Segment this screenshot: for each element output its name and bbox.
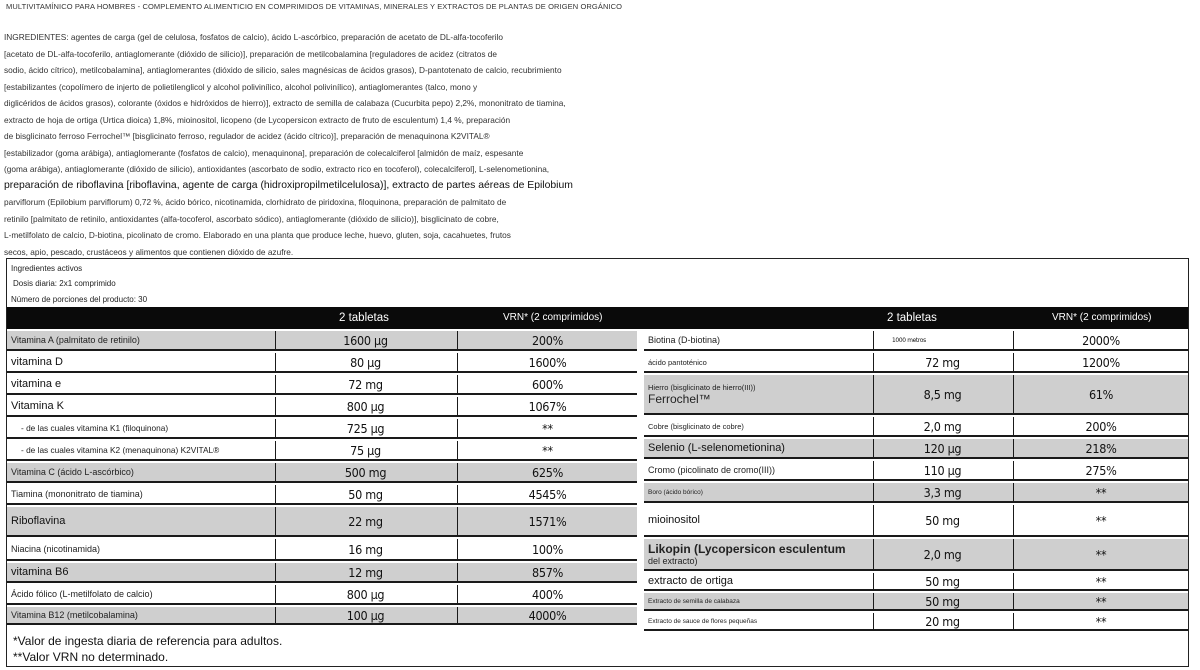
table-row (7, 419, 637, 439)
nutrient-vrn: 100% (457, 539, 637, 559)
table-row (644, 483, 1188, 503)
nutrient-amount: 1000 metros (873, 331, 1011, 349)
product-title: MULTIVITAMÍNICO PARA HOMBRES - COMPLEMENTO ALIMENTICIO EN COMPRIMIDOS DE VITAMINAS, MINERALES Y EXTRACTOS DE PLANTAS DE ORIGEN ORGÁNICO (6, 2, 623, 11)
nutrient-amount: 110 µg (873, 461, 1011, 479)
nutrient-name: vitamina D (11, 356, 63, 368)
table-row (644, 505, 1188, 537)
ingredients-line: (goma arábiga), antiaglomerante (dióxido de silicio), antioxidantes (ascorbato de sodio, extracto rico en tocoferol), colecalciferol], L-selenometionina, (4, 164, 550, 174)
table-row (7, 375, 637, 395)
nutrient-amount: 50 mg (873, 593, 1011, 609)
table-row (644, 375, 1188, 415)
nutrient-name: - de las cuales vitamina K2 (menaquinona) K2VITAL® (21, 445, 220, 455)
panel-heading: Ingredientes activos (11, 264, 83, 273)
nutrient-name: ácido pantoténico (648, 357, 707, 367)
nutrient-amount: 22 mg (275, 507, 455, 535)
nutrient-name: mioinositol (648, 514, 700, 526)
nutrient-amount: 2,0 mg (873, 417, 1011, 435)
nutrient-vrn: ** (457, 419, 637, 437)
table-row (7, 331, 637, 351)
nutrient-name-line1: Hierro (bisglicinato de hierro(III)) (648, 382, 756, 392)
ingredients-line: secos, apio, pescado, crustáceos y alimentos que contienen dióxido de azufre. (4, 246, 294, 257)
nutrient-amount: 72 mg (873, 353, 1011, 371)
nutrient-vrn: 1571% (457, 507, 637, 535)
table-row (7, 607, 637, 625)
nutrient-vrn: 61% (1013, 375, 1188, 413)
table-row (644, 417, 1188, 437)
nutrient-name-line2: Ferrochel™ (648, 391, 711, 406)
nutrient-name: extracto de ortiga (648, 575, 733, 587)
table-row (644, 613, 1188, 631)
nutrient-vrn: 4545% (457, 485, 637, 503)
nutrient-vrn: ** (1013, 505, 1188, 535)
nutrient-vrn: ** (1013, 573, 1188, 589)
nutrient-name: Vitamina K (11, 400, 64, 412)
ingredients-line: retinilo [palmitato de retinilo, antioxidantes (alfa-tocoferol, ascorbato sódico), antiaglomerante (dióxido de silicio)], bisglicinato de cobre, (4, 213, 499, 224)
nutrient-name: - de las cuales vitamina K1 (filoquinona) (21, 423, 169, 433)
nutrient-name-line1: Likopin (Lycopersicon esculentum (648, 542, 846, 556)
table-row (7, 539, 637, 561)
nutrient-amount: 2,0 mg (873, 539, 1011, 569)
table-row (7, 463, 637, 483)
nutrient-amount: 800 µg (275, 397, 455, 415)
nutrient-vrn: 4000% (457, 607, 637, 623)
header-right-vrn: VRN* (2 comprimidos) (1052, 312, 1152, 323)
ingredients-line: [estabilizantes (copolímero de injerto de polietilenglicol y alcohol polivinílico, alcohol polivinílico), antiaglomerantes (talco, mono y (4, 81, 478, 92)
nutrient-amount: 725 µg (275, 419, 455, 437)
nutrient-name: Tiamina (mononitrato de tiamina) (11, 489, 143, 499)
nutrient-amount: 8,5 mg (873, 375, 1011, 413)
table-row (7, 485, 637, 505)
nutrient-amount: 50 mg (873, 505, 1011, 535)
nutrient-vrn: ** (1013, 613, 1188, 629)
table-row (644, 573, 1188, 591)
nutrient-vrn: ** (1013, 593, 1188, 609)
table-row (644, 439, 1188, 459)
table-row (7, 507, 637, 537)
ingredients-line: sodio, ácido cítrico), metilcobalamina], antiaglomerantes (dióxido de silicio, sales magnésicas de ácidos grasos), D-pantotenato de calcio, recubrimiento (4, 65, 562, 75)
nutrient-name: Vitamina C (ácido L-ascórbico) (11, 467, 134, 477)
nutrient-name: Vitamina A (palmitato de retinilo) (11, 335, 140, 345)
ingredients-line: extracto de hoja de ortiga (Urtica dioica) 1,8%, mioinositol, licopeno (de Lycopersicon extracto de fruto de esculentum) 1,4 %, preparación (4, 114, 511, 125)
table-row (7, 353, 637, 373)
ingredients-line: parviflorum (Epilobium parviflorum) 0,72 %, ácido bórico, nicotinamida, clorhidrato de piridoxina, filoquinona, preparación de palmitato de (4, 197, 507, 207)
nutrient-name: Extracto de sauce de flores pequeñas (648, 617, 758, 625)
nutrient-name: vitamina e (11, 378, 62, 390)
table-row (644, 461, 1188, 481)
table-row (644, 331, 1188, 351)
table-row (644, 539, 1188, 571)
ingredients-line: L-metilfolato de calcio, D-biotina, picolinato de cromo. Elaborado en una planta que produce leche, huevo, gluten, soja, cacahuetes, frutos (4, 230, 511, 240)
nutrient-vrn: 857% (457, 563, 637, 581)
nutrient-name: Vitamina B12 (metilcobalamina) (11, 610, 138, 620)
nutrient-amount: 1600 µg (275, 331, 455, 349)
nutrient-name: Cromo (picolinato de cromo(III)) (648, 465, 776, 475)
header-right-amount: 2 tabletas (887, 312, 937, 324)
table-row (7, 441, 637, 461)
nutrient-vrn: 600% (457, 375, 637, 393)
footnote-vrn-undetermined: **Valor VRN no determinado. (13, 650, 169, 664)
nutrient-name: Extracto de semilla de calabaza (648, 597, 740, 605)
table-row (644, 353, 1188, 373)
nutrient-name: Cobre (bisglicinato de cobre) (648, 421, 744, 431)
table-row (644, 593, 1188, 611)
nutrient-amount: 72 mg (275, 375, 455, 393)
nutrient-amount: 800 µg (275, 585, 455, 603)
nutrient-amount: 75 µg (275, 441, 455, 459)
nutrient-vrn: ** (1013, 483, 1188, 501)
nutrient-vrn: 625% (457, 463, 637, 481)
ingredients-block (4, 29, 590, 260)
servings-count: Número de porciones del producto: 30 (11, 295, 148, 304)
nutrient-vrn: ** (457, 441, 637, 459)
nutrient-amount: 80 µg (275, 353, 455, 371)
ingredients-line: preparación de riboflavina [riboflavina, agente de carga (hidroxipropilmetilcelulosa)], extracto de partes aéreas de Epilobium (4, 179, 573, 191)
nutrient-name: vitamina B6 (11, 566, 69, 578)
nutrient-vrn: ** (1013, 539, 1188, 569)
ingredients-line: de bisglicinato ferroso Ferrochel™ [bisglicinato ferroso, regulador de acidez (ácido cítrico)], preparación de menaquinona K2VITAL® (4, 131, 490, 141)
ingredients-line: [acetato de DL-alfa-tocoferilo, antiaglomerante (dióxido de silicio)], preparación de metilcobalamina [reguladores de acidez (citratos de (4, 48, 498, 59)
footnotes (13, 633, 282, 665)
nutrient-vrn: 2000% (1013, 331, 1188, 349)
nutrient-vrn: 400% (457, 585, 637, 603)
nutrient-vrn: 1067% (457, 397, 637, 415)
header-left-amount: 2 tabletas (339, 312, 389, 324)
table-row (7, 397, 637, 417)
nutrient-name: Selenio (L-selenometionina) (648, 442, 785, 454)
daily-dose: Dosis diaria: 2x1 comprimido (13, 279, 116, 288)
ingredients-line: [estabilizador (goma arábiga), antiaglomerante (fosfatos de calcio), menaquinona], preparación de colecalciferol [almidón de maíz, espesante (4, 147, 524, 158)
nutrient-name: Ácido fólico (L-metilfolato de calcio) (11, 589, 153, 599)
header-left-vrn: VRN* (2 comprimidos) (503, 312, 603, 323)
nutrient-amount: 3,3 mg (873, 483, 1011, 501)
nutrient-name: Boro (ácido bórico) (648, 488, 703, 496)
nutrient-name: Niacina (nicotinamida) (11, 544, 101, 554)
nutrient-vrn: 1200% (1013, 353, 1188, 371)
nutrient-vrn: 200% (457, 331, 637, 349)
nutrient-vrn: 1600% (457, 353, 637, 371)
ingredients-line: diglicéridos de ácidos grasos), colorante (óxidos e hidróxidos de hierro)], extracto de semilla de calabaza (Cucurbita pepo) 2,2%, mononitrato de tiamina, (4, 98, 566, 108)
nutrient-name: Riboflavina (11, 515, 66, 527)
nutrient-name (644, 375, 871, 413)
active-ingredients-panel (6, 258, 1189, 667)
nutrient-vrn: 275% (1013, 461, 1188, 479)
table-row (7, 563, 637, 583)
nutrient-name-line2: del extracto) (648, 556, 698, 566)
footnote-vrn-definition: *Valor de ingesta diaria de referencia para adultos. (13, 634, 283, 648)
nutrient-amount: 12 mg (275, 563, 455, 581)
nutrient-name: Biotina (D-biotina) (648, 335, 721, 345)
nutrient-amount: 500 mg (275, 463, 455, 481)
nutrient-name (644, 539, 871, 569)
nutrient-amount: 50 mg (275, 485, 455, 503)
nutrient-amount: 20 mg (873, 613, 1011, 629)
nutrient-vrn: 218% (1013, 439, 1188, 457)
ingredients-line: INGREDIENTES: agentes de carga (gel de celulosa, fosfatos de calcio), ácido L-ascórbico, preparación de acetato de DL-alfa-tocoferilo (4, 32, 503, 42)
nutrient-amount: 120 µg (873, 439, 1011, 457)
nutrient-amount: 50 mg (873, 573, 1011, 589)
nutrient-amount: 100 µg (275, 607, 455, 623)
nutrient-vrn: 200% (1013, 417, 1188, 435)
nutrient-amount: 16 mg (275, 539, 455, 559)
table-header (7, 307, 1188, 329)
table-row (7, 585, 637, 605)
